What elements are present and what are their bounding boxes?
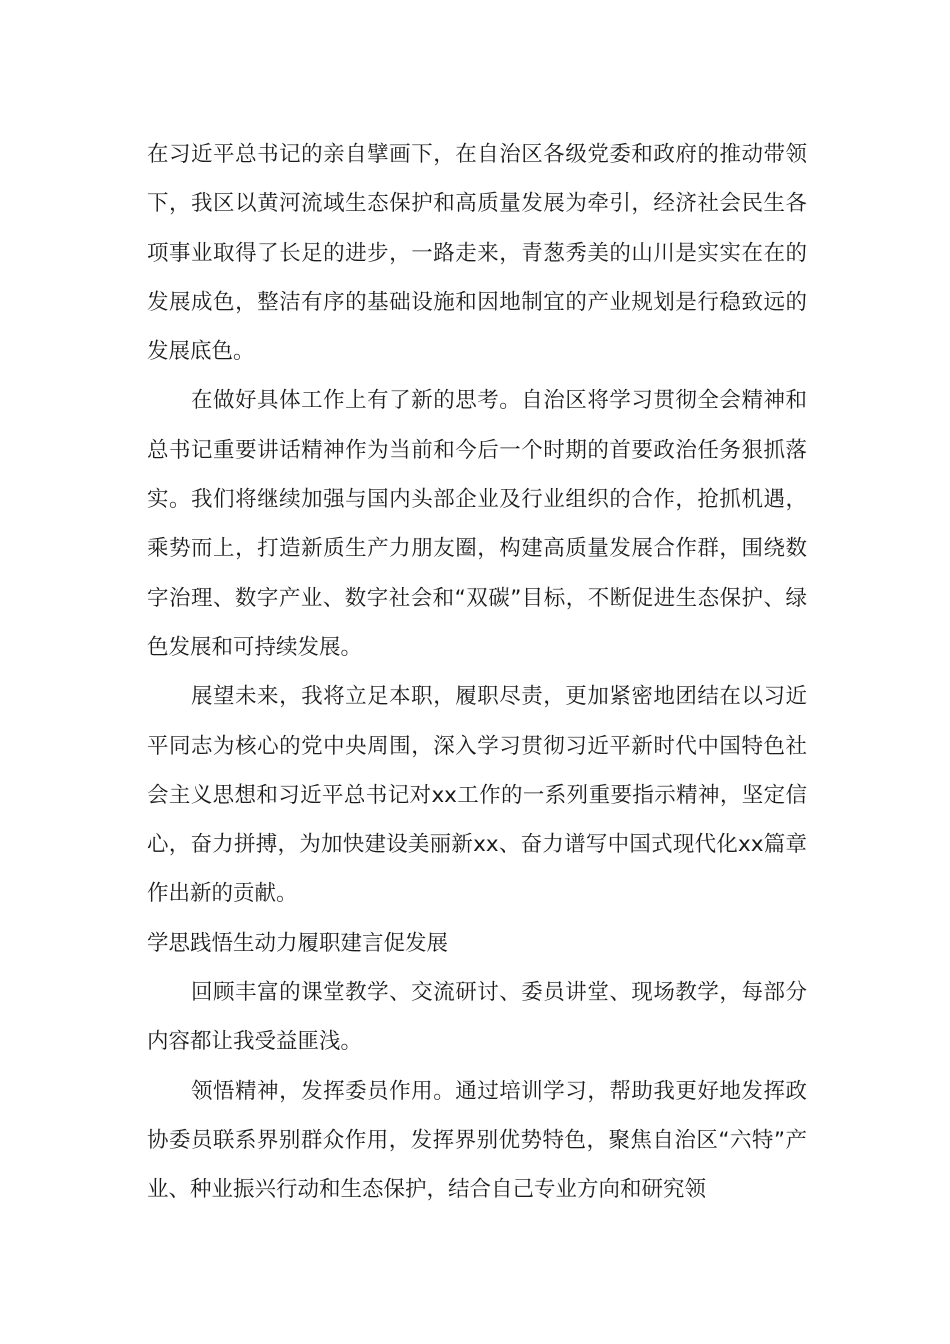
section-heading: 学思践悟生动力履职建言促发展	[147, 930, 449, 956]
document-body	[147, 130, 807, 1215]
paragraph-1: 在习近平总书记的亲自擘画下，在自治区各级党委和政府的推动带领下，我区以黄河流域生态保护和高质量发展为牵引，经济社会民生各项事业取得了长足的进步，一路走来，青葱秀美的山川是实实在在的发展成色，整洁有序的基础设施和因地制宜的产业规划是行稳致远的发展底色。	[147, 142, 807, 365]
paragraph-4: 回顾丰富的课堂教学、交流研讨、委员讲堂、现场教学，每部分内容都让我受益匪浅。	[147, 980, 807, 1055]
paragraph-5: 领悟精神，发挥委员作用。通过培训学习，帮助我更好地发挥政协委员联系界别群众作用，发挥界别优势特色，聚焦自治区“六特”产业、种业振兴行动和生态保护，结合自己专业方向和研究领	[147, 1078, 807, 1203]
paragraph-3: 展望未来，我将立足本职，履职尽责，更加紧密地团结在以习近平同志为核心的党中央周围，深入学习贯彻习近平新时代中国特色社会主义思想和习近平总书记对xx工作的一系列重要指示精神，坚定信心，奋力拼搏，为加快建设美丽新xx、奋力谱写中国式现代化xx篇章作出新的贡献。	[147, 684, 807, 907]
paragraph-2: 在做好具体工作上有了新的思考。自治区将学习贯彻全会精神和总书记重要讲话精神作为当前和今后一个时期的首要政治任务狠抓落实。我们将继续加强与国内头部企业及行业组织的合作，抢抓机遇，乘势而上，打造新质生产力朋友圈，构建高质量发展合作群，围绕数字治理、数字产业、数字社会和“双碳”目标，不断促进生态保护、绿色发展和可持续发展。	[147, 388, 807, 660]
